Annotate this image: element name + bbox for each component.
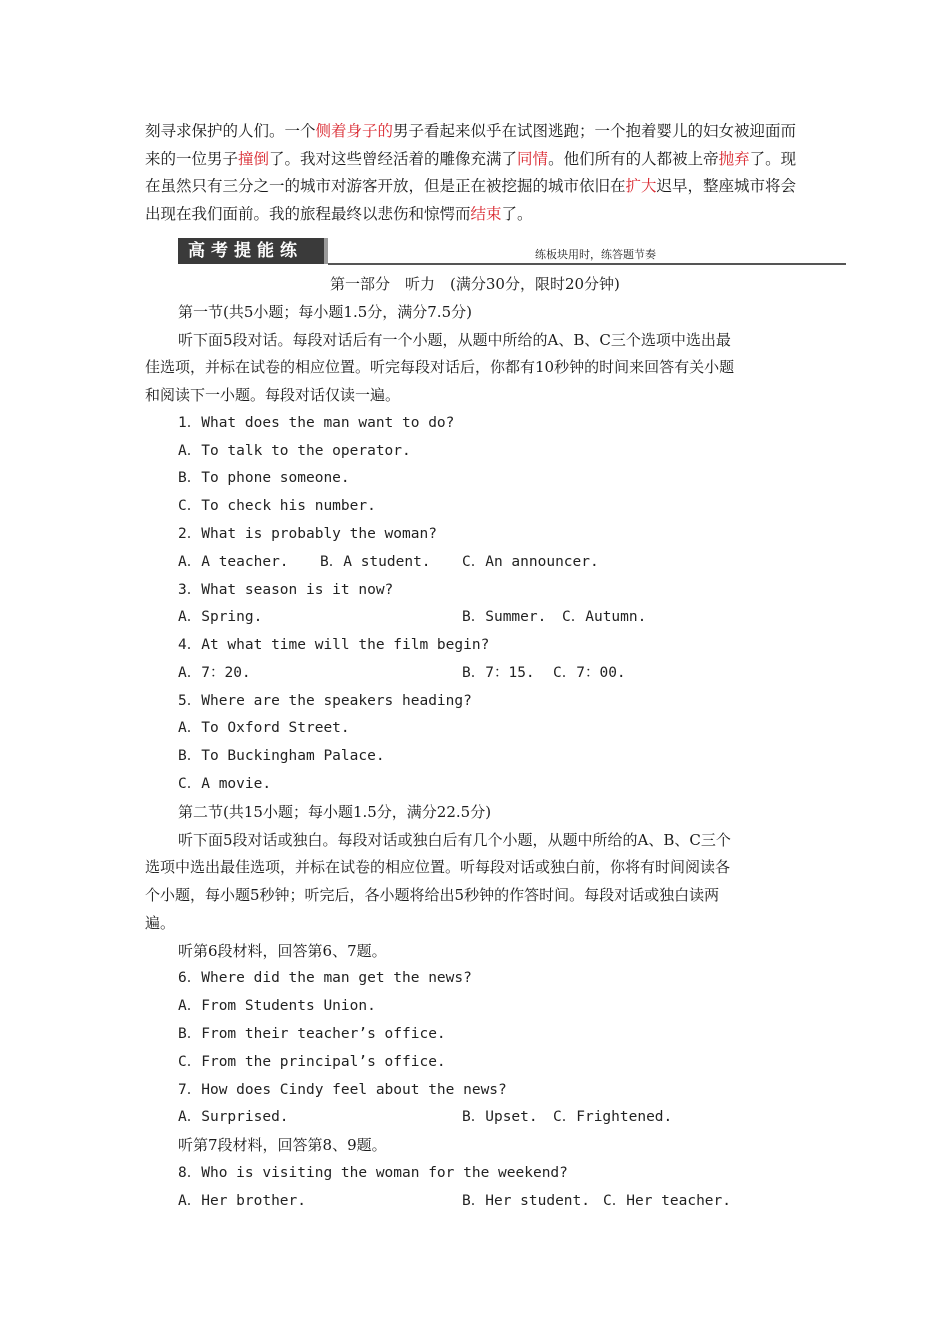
- question-text: 6．Where did the man get the news?: [178, 970, 472, 986]
- banner-title: 高考提能练: [178, 238, 328, 264]
- question-text: 4．At what time will the film begin?: [178, 637, 490, 653]
- material-heading: 听第6段材料，回答第6、7题。: [178, 942, 387, 960]
- option-c: C．From the principal’s office.: [178, 1054, 446, 1070]
- option-c: C．A movie.: [178, 776, 272, 792]
- section-title: 第一节(共5小题；每小题1.5分，满分7.5分): [178, 303, 472, 321]
- option-b: B．7：15.: [462, 665, 535, 681]
- intro-paragraph: [145, 118, 810, 228]
- intro-text: 男子看起来似乎在试图逃跑；一个抱着婴儿的妇女被迎面而来的一位男子: [145, 122, 797, 168]
- intro-text: 迟早，整座城市将会出现在我们面前。我的旅程最终以悲伤和惊愕而: [145, 177, 797, 223]
- highlight-word: 扩大: [625, 177, 657, 195]
- instruction-line: 和阅读下一小题。每段对话仅读一遍。: [145, 386, 401, 404]
- option-c: C．Autumn.: [562, 609, 647, 625]
- highlight-word: 侧着身子的: [315, 122, 394, 140]
- option-c: C．To check his number.: [178, 498, 376, 514]
- option-b: B．From their teacher’s office.: [178, 1026, 446, 1042]
- intro-text: 了。: [501, 204, 533, 223]
- question-text: 3．What season is it now?: [178, 582, 394, 598]
- instruction-line: 个小题，每小题5秒钟；听完后，各小题将给出5秒钟的作答时间。每段对话或独白读两: [145, 886, 720, 904]
- part-heading: 第一部分 听力 (满分30分，限时20分钟): [330, 275, 620, 293]
- option-c: C．An announcer.: [462, 554, 599, 570]
- intro-text: 刻寻求保护的人们。一个: [145, 122, 316, 140]
- highlight-word: 结束: [470, 204, 502, 223]
- question-text: 2．What is probably the woman?: [178, 526, 437, 542]
- intro-text: 了。我对这些曾经活着的雕像充满了: [269, 149, 518, 168]
- option-b: B．To phone someone.: [178, 470, 350, 486]
- highlight-word: 同情: [517, 149, 549, 168]
- banner-subtitle: 练板块用时，练答题节奏: [535, 248, 656, 261]
- section-title: 第二节(共15小题；每小题1.5分，满分22.5分): [178, 803, 492, 821]
- option-b: B．Summer.: [462, 609, 547, 625]
- option-a: A．To Oxford Street.: [178, 720, 350, 736]
- option-a: A．7：20.: [178, 665, 251, 681]
- option-b: B．To Buckingham Palace.: [178, 748, 385, 764]
- question-text: 8．Who is visiting the woman for the weekend?: [178, 1165, 568, 1181]
- option-a: A．A teacher.: [178, 554, 289, 570]
- highlight-word: 撞倒: [238, 149, 270, 168]
- material-heading: 听第7段材料，回答第8、9题。: [178, 1136, 387, 1154]
- option-a: A．Spring.: [178, 609, 263, 625]
- banner-rule: [328, 263, 846, 265]
- section-banner: [178, 238, 846, 266]
- intro-text: 了。现在虽然只有三分之一的城市对游客开放，但是正在被挖掘的城市依旧在: [145, 149, 797, 195]
- question-text: 1．What does the man want to do?: [178, 415, 455, 431]
- instruction-line: 选项中选出最佳选项，并标在试卷的相应位置。听每段对话或独白前，你将有时间阅读各: [145, 858, 731, 876]
- option-b: B．Her student.: [462, 1193, 590, 1209]
- option-a: A．Surprised.: [178, 1109, 289, 1125]
- question-text: 7．How does Cindy feel about the news?: [178, 1082, 507, 1098]
- option-a: A．From Students Union.: [178, 998, 376, 1014]
- instruction-line: 听下面5段对话。每段对话后有一个小题，从题中所给的A、B、C三个选项中选出最: [178, 331, 731, 349]
- option-b: B．Upset.: [462, 1109, 538, 1125]
- option-a: A．To talk to the operator.: [178, 443, 411, 459]
- question-text: 5．Where are the speakers heading?: [178, 693, 472, 709]
- option-c: C．7：00.: [553, 665, 626, 681]
- option-b: B．A student.: [320, 554, 431, 570]
- highlight-word: 抛弃: [718, 149, 750, 168]
- option-c: C．Frightened.: [553, 1109, 673, 1125]
- instruction-line: 听下面5段对话或独白。每段对话或独白后有几个小题，从题中所给的A、B、C三个: [178, 831, 731, 849]
- instruction-line: 遍。: [145, 914, 176, 932]
- instruction-line: 佳选项，并标在试卷的相应位置。听完每段对话后，你都有10秒钟的时间来回答有关小题: [145, 358, 735, 376]
- intro-text: 。他们所有的人都被上帝: [548, 149, 719, 168]
- option-c: C．Her teacher.: [603, 1193, 731, 1209]
- option-a: A．Her brother.: [178, 1193, 306, 1209]
